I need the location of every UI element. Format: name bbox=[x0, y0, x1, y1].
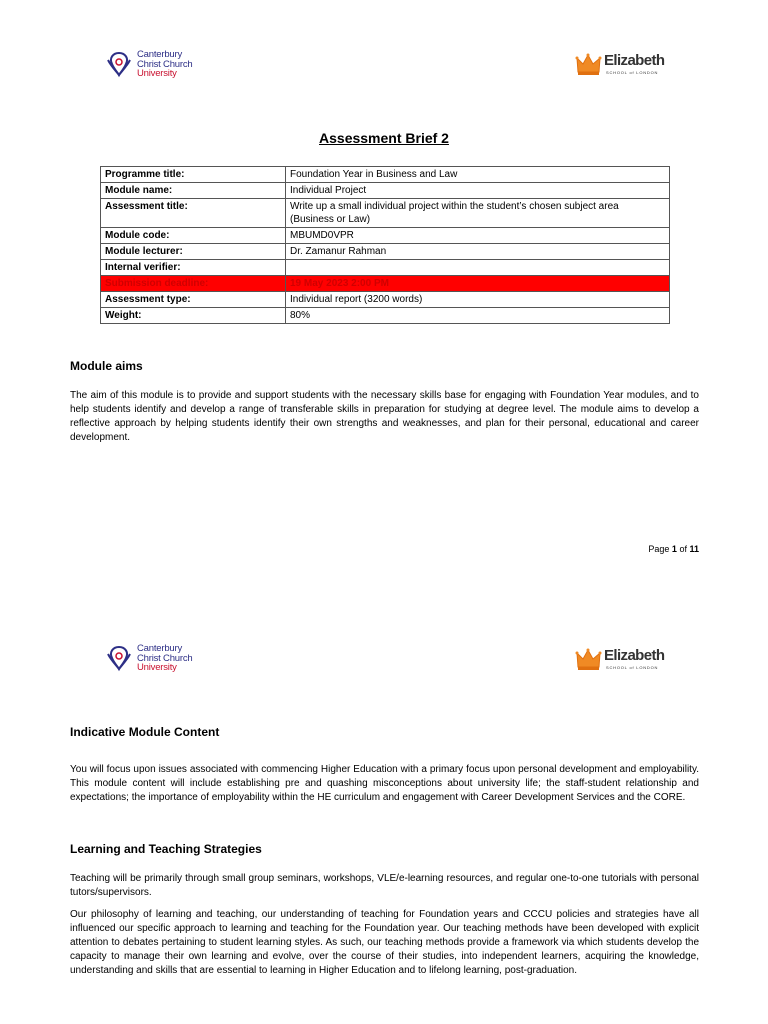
lecturer-label: Module lecturer: bbox=[101, 244, 286, 260]
ccu-logo bbox=[104, 644, 192, 673]
table-row bbox=[101, 244, 670, 260]
ccu-line1: Canterbury bbox=[137, 49, 182, 60]
ccu-line2: Christ Church bbox=[137, 652, 193, 664]
esl-name: Elizabeth bbox=[604, 52, 665, 69]
module-content-text: You will focus upon issues associated with commencing Higher Education with a primary focus upon personal development and employability. This module content will include establishing pre and quashing misconceptions about university life; the staff-student relationship and expectations; the importance of employability within the HE curriculum and engagement with Career Development Services and the CORE. bbox=[70, 764, 699, 803]
assessment-title-value: Write up a small individual project within the student’s chosen subject area (Business or Law) bbox=[286, 199, 670, 228]
esl-wordmark bbox=[604, 647, 664, 671]
ccu-emblem-icon bbox=[104, 644, 134, 672]
deadline-label: Submission deadline: bbox=[101, 276, 286, 292]
ccu-line2: Christ Church bbox=[137, 58, 193, 70]
table-row bbox=[101, 183, 670, 199]
module-aims-text: The aim of this module is to provide and support students with the necessary skills base for engaging with Foundation Year modules, and to help students identify and develop a range of transferable skills in preparation for studying at degree level. The module aims to develop a reflective approach by helping students identify their own strengths and weaknesses, and plan for their personal, educational and career development. bbox=[70, 390, 699, 443]
table-row bbox=[101, 199, 670, 228]
crown-icon bbox=[575, 52, 602, 76]
esl-logo bbox=[575, 647, 664, 671]
strategies-heading: Learning and Teaching Strategies bbox=[70, 842, 262, 856]
verifier-label: Internal verifier: bbox=[101, 260, 286, 276]
esl-sub: SCHOOL of LONDON bbox=[606, 665, 659, 670]
weight-label: Weight: bbox=[101, 308, 286, 324]
table-row bbox=[101, 167, 670, 183]
ccu-wordmark bbox=[137, 50, 192, 79]
module-aims-heading: Module aims bbox=[70, 359, 143, 373]
esl-logo bbox=[575, 52, 664, 76]
esl-sub: SCHOOL of LONDON bbox=[606, 70, 659, 75]
table-row bbox=[101, 292, 670, 308]
programme-value: Foundation Year in Business and Law bbox=[286, 167, 670, 183]
deadline-row bbox=[101, 276, 670, 292]
esl-name: Elizabeth bbox=[604, 647, 665, 664]
type-value: Individual report (3200 words) bbox=[286, 292, 670, 308]
module-content-heading: Indicative Module Content bbox=[70, 725, 220, 739]
page-title: Assessment Brief 2 bbox=[319, 130, 449, 146]
esl-wordmark bbox=[604, 52, 664, 76]
type-label: Assessment type: bbox=[101, 292, 286, 308]
page-current: 1 bbox=[671, 544, 677, 554]
page-of: of bbox=[679, 544, 687, 554]
weight-value: 80% bbox=[286, 308, 670, 324]
page-prefix: Page bbox=[648, 544, 670, 554]
page-number bbox=[648, 544, 699, 554]
module-name-value: Individual Project bbox=[286, 183, 670, 199]
crown-icon bbox=[575, 647, 602, 671]
ccu-line3: University bbox=[137, 68, 177, 79]
module-name-label: Module name: bbox=[101, 183, 286, 199]
ccu-line1: Canterbury bbox=[137, 643, 182, 654]
programme-label: Programme title: bbox=[101, 167, 286, 183]
ccu-emblem-icon bbox=[104, 50, 134, 78]
page-total: 11 bbox=[689, 544, 699, 554]
table-row bbox=[101, 228, 670, 244]
assessment-title-label: Assessment title: bbox=[101, 199, 286, 228]
verifier-value bbox=[286, 260, 670, 276]
table-row bbox=[101, 308, 670, 324]
ccu-line3: University bbox=[137, 662, 177, 673]
ccu-wordmark bbox=[137, 644, 192, 673]
ccu-logo bbox=[104, 50, 192, 79]
table-row bbox=[101, 260, 670, 276]
module-code-value: MBUMD0VPR bbox=[286, 228, 670, 244]
strategies-text-1: Teaching will be primarily through small group seminars, workshops, VLE/e-learning resources, and regular one-to-one tutorials with personal tutors/supervisors. bbox=[70, 873, 699, 898]
assessment-info-table bbox=[100, 166, 670, 324]
module-code-label: Module code: bbox=[101, 228, 286, 244]
lecturer-value: Dr. Zamanur Rahman bbox=[286, 244, 670, 260]
strategies-text-2: Our philosophy of learning and teaching, our understanding of teaching for Foundation years and CCCU policies and strategies have all influenced our specific approach to learning and teaching for the Foundation year. Our teaching methods have been developed with explicit attention to debates pertaining to student learning styles. As such, our teaching methods provide a framework via which students develop the capacity to manage their own learning and evolve, over the course of their studies, into independent learners, acquiring the knowledge, understanding and skills that are essential to learning in Higher Education and to lifelong learning, post-graduation. bbox=[70, 909, 699, 976]
document-page-2 bbox=[0, 580, 768, 1024]
deadline-value: 19 May 2023 2:00 PM bbox=[286, 276, 670, 292]
